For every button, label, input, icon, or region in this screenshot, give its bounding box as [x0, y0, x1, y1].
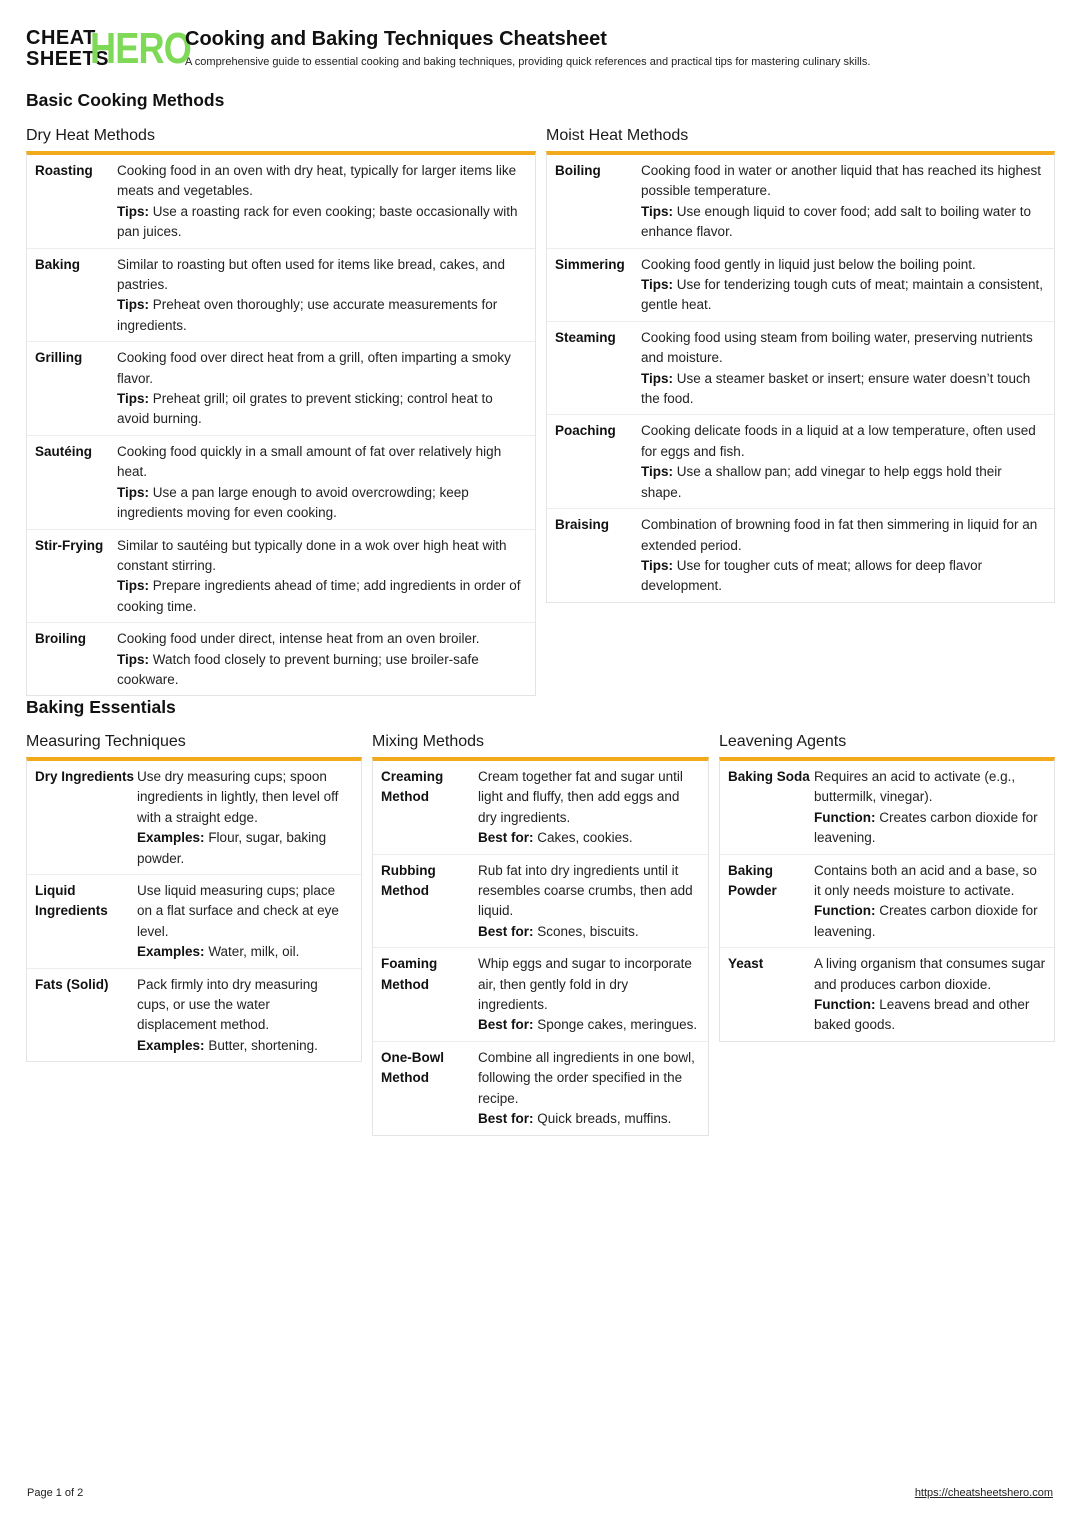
page-title: Cooking and Baking Techniques Cheatsheet	[185, 28, 607, 50]
table-row	[547, 248, 1054, 321]
row-term: Rubbing Method	[381, 862, 436, 899]
row-description	[478, 1048, 700, 1130]
table-card	[372, 757, 709, 1136]
row-note-text: Scones, biscuits.	[537, 923, 639, 939]
column-leavening	[719, 732, 1055, 1042]
row-note-label: Best for:	[478, 1017, 534, 1033]
row-desc-text: Rub fat into dry ingredients until it resembles coarse crumbs, then add liquid.	[478, 862, 693, 919]
row-term: Broiling	[35, 631, 86, 647]
row-term: Fats (Solid)	[35, 976, 109, 992]
row-note-text: Prepare ingredients ahead of time; add ingredients in order of cooking time.	[117, 578, 521, 614]
row-note-label: Tips:	[117, 484, 150, 500]
row-note-label: Tips:	[641, 557, 674, 573]
column-moist-heat	[546, 126, 1055, 603]
row-term: One-Bowl Method	[381, 1049, 444, 1086]
row-term: Braising	[555, 517, 610, 533]
table-row	[373, 1041, 708, 1135]
row-term: Liquid Ingredients	[35, 883, 108, 919]
table-row	[27, 529, 535, 623]
row-note-text: Flour, sugar, baking powder.	[137, 830, 327, 866]
row-note-label: Best for:	[478, 923, 534, 939]
row-description	[814, 861, 1046, 943]
table-row	[720, 947, 1054, 1041]
row-note-text: Cakes, cookies.	[537, 830, 633, 846]
row-note-text: Use a steamer basket or insert; ensure water doesn’t touch the food.	[641, 370, 1031, 407]
row-desc-text: Cooking food quickly in a small amount of fat over relatively high heat.	[117, 443, 502, 480]
row-term: Yeast	[728, 956, 764, 972]
row-note-label: Function:	[814, 997, 876, 1013]
row-term: Boiling	[555, 163, 601, 178]
table-card	[546, 151, 1055, 603]
row-note-label: Tips:	[641, 203, 674, 219]
row-desc-text: Requires an acid to activate (e.g., buttermilk, vinegar).	[814, 769, 1016, 805]
row-description	[814, 954, 1046, 1036]
row-note-label: Tips:	[641, 464, 674, 480]
page-header	[26, 26, 1054, 76]
row-desc-text: Cooking food in water or another liquid that has reached its highest possible temperature.	[641, 163, 1041, 199]
row-term: Baking Soda	[728, 769, 810, 784]
row-description	[137, 881, 353, 963]
row-description	[478, 954, 700, 1036]
row-desc-text: Cooking food over direct heat from a grill, often imparting a smoky flavor.	[117, 350, 511, 386]
table-row	[547, 508, 1054, 602]
row-term: Grilling	[35, 350, 83, 366]
row-desc-text: Cooking food under direct, intense heat from an oven broiler.	[117, 631, 480, 647]
table-row	[27, 874, 361, 968]
column-title: Leavening Agents	[719, 733, 847, 750]
row-desc-text: Cooking food using steam from boiling water, preserving nutrients and moisture.	[641, 329, 1033, 366]
row-note-label: Best for:	[478, 1111, 534, 1127]
row-note-label: Function:	[814, 809, 876, 825]
row-term: Stir-Frying	[35, 537, 104, 553]
row-note-text: Watch food closely to prevent burning; use broiler-safe cookware.	[117, 651, 479, 687]
column-title: Moist Heat Methods	[546, 127, 689, 144]
row-description	[641, 161, 1046, 243]
logo-line-cheat: CHEAT	[26, 27, 96, 49]
row-note-label: Best for:	[478, 830, 534, 846]
row-description	[117, 255, 527, 337]
row-note-text: Use enough liquid to cover food; add salt to boiling water to enhance flavor.	[641, 203, 1032, 240]
site-link[interactable]: https://cheatsheetshero.com	[914, 1487, 1053, 1499]
table-row	[547, 155, 1054, 248]
logo-line-sheets: SHEETS	[26, 48, 110, 70]
table-row	[27, 248, 535, 342]
row-description	[641, 421, 1046, 503]
column-title: Dry Heat Methods	[26, 127, 155, 144]
row-note-text: Use a roasting rack for even cooking; baste occasionally with pan juices.	[117, 203, 518, 240]
row-description	[814, 767, 1046, 849]
table-row	[373, 854, 708, 948]
page-subtitle: A comprehensive guide to essential cooking and baking techniques, providing quick references and practical tips for mastering culinary skills.	[185, 56, 871, 68]
column-measuring	[26, 732, 362, 1062]
row-description	[117, 442, 527, 524]
row-note-text: Sponge cakes, meringues.	[537, 1017, 698, 1033]
row-term: Roasting	[35, 163, 93, 178]
row-desc-text: Use dry measuring cups; spoon ingredients in lightly, then level off with a straight edge.	[137, 769, 339, 825]
table-row	[27, 341, 535, 435]
row-note-text: Use a shallow pan; add vinegar to help eggs hold their shape.	[641, 464, 1002, 500]
table-row	[547, 414, 1054, 508]
column-mixing	[372, 732, 709, 1136]
row-note-label: Tips:	[117, 203, 150, 219]
row-note-label: Examples:	[137, 1037, 205, 1053]
row-term: Baking	[35, 256, 81, 272]
column-dry-heat	[26, 126, 536, 696]
row-term: Steaming	[555, 329, 616, 345]
row-note-label: Examples:	[137, 830, 205, 846]
table-card	[26, 151, 536, 696]
row-desc-text: Cooking food gently in liquid just below the boiling point.	[641, 256, 976, 272]
row-term: Dry Ingredients	[35, 769, 135, 784]
row-description	[137, 975, 353, 1057]
row-note-label: Tips:	[641, 277, 674, 293]
table-row	[27, 761, 361, 874]
row-note-label: Examples:	[137, 944, 205, 960]
row-note-text: Use for tenderizing tough cuts of meat; maintain a consistent, gentle heat.	[641, 277, 1043, 313]
table-row	[27, 435, 535, 529]
row-note-text: Preheat oven thoroughly; use accurate measurements for ingredients.	[117, 297, 498, 333]
column-title: Mixing Methods	[372, 733, 485, 750]
table-row	[547, 321, 1054, 415]
table-row	[27, 968, 361, 1062]
row-note-label: Function:	[814, 903, 876, 919]
row-note-text: Use a pan large enough to avoid overcrowding; keep ingredients moving for even cooking.	[117, 484, 469, 521]
row-term: Sautéing	[35, 443, 93, 459]
table-row	[720, 854, 1054, 948]
row-desc-text: Whip eggs and sugar to incorporate air, then gently fold in dry ingredients.	[478, 956, 692, 1013]
section-title-baking: Baking Essentials	[26, 697, 176, 717]
row-desc-text: Use liquid measuring cups; place on a flat surface and check at eye level.	[137, 883, 339, 939]
table-row	[720, 761, 1054, 854]
row-note-text: Creates carbon dioxide for leavening.	[814, 903, 1038, 939]
row-term: Baking Powder	[728, 862, 777, 899]
logo-hero: HERO	[90, 24, 191, 73]
row-desc-text: Combine all ingredients in one bowl, following the order specified in the recipe.	[478, 1049, 695, 1106]
row-description	[117, 348, 527, 430]
row-note-text: Water, milk, oil.	[208, 944, 300, 960]
table-row	[27, 155, 535, 248]
row-description	[641, 515, 1046, 597]
row-note-label: Tips:	[641, 370, 674, 386]
row-description	[117, 536, 527, 618]
row-note-text: Butter, shortening.	[208, 1037, 318, 1053]
column-title: Measuring Techniques	[26, 733, 186, 750]
row-desc-text: Cooking food in an oven with dry heat, typically for larger items like meats and vegetables.	[117, 163, 517, 199]
row-description	[478, 767, 700, 849]
row-desc-text: Cream together fat and sugar until light and fluffy, then add eggs and dry ingredients.	[478, 769, 683, 825]
row-term: Foaming Method	[381, 956, 438, 992]
row-desc-text: Similar to roasting but often used for items like bread, cakes, and pastries.	[117, 256, 505, 293]
row-desc-text: Cooking delicate foods in a liquid at a low temperature, often used for eggs and fish.	[641, 423, 1036, 459]
table-card	[26, 757, 362, 1062]
page-number: Page 1 of 2	[27, 1487, 84, 1499]
row-description	[117, 629, 527, 690]
section-title-basic: Basic Cooking Methods	[26, 90, 225, 110]
row-note-text: Use for tougher cuts of meat; allows for deep flavor development.	[641, 557, 983, 594]
row-note-label: Tips:	[117, 297, 150, 313]
row-description	[478, 861, 700, 943]
row-term: Simmering	[555, 256, 625, 272]
row-description	[137, 767, 353, 869]
row-desc-text: A living organism that consumes sugar and produces carbon dioxide.	[814, 956, 1046, 992]
row-note-label: Tips:	[117, 391, 150, 407]
row-note-text: Leavens bread and other baked goods.	[814, 997, 1030, 1033]
row-description	[117, 161, 527, 243]
table-row	[373, 761, 708, 854]
row-term: Poaching	[555, 423, 616, 439]
row-note-text: Creates carbon dioxide for leavening.	[814, 809, 1038, 846]
table-row	[27, 622, 535, 695]
row-desc-text: Similar to sautéing but typically done in a wok over high heat with constant stirring.	[117, 537, 507, 573]
row-note-text: Quick breads, muffins.	[537, 1111, 672, 1127]
row-desc-text: Contains both an acid and a base, so it only needs moisture to activate.	[814, 862, 1037, 899]
cheatsheetshero-logo[interactable]	[26, 24, 191, 74]
row-note-label: Tips:	[117, 651, 150, 667]
row-desc-text: Combination of browning food in fat then simmering in liquid for an extended period.	[641, 517, 1038, 553]
row-note-label: Tips:	[117, 578, 150, 594]
row-note-text: Preheat grill; oil grates to prevent sticking; control heat to avoid burning.	[117, 391, 493, 427]
row-description	[641, 255, 1046, 316]
row-term: Creaming Method	[381, 769, 444, 805]
row-desc-text: Pack firmly into dry measuring cups, or use the water displacement method.	[137, 976, 318, 1033]
table-row	[373, 947, 708, 1041]
row-description	[641, 328, 1046, 410]
table-card	[719, 757, 1055, 1042]
